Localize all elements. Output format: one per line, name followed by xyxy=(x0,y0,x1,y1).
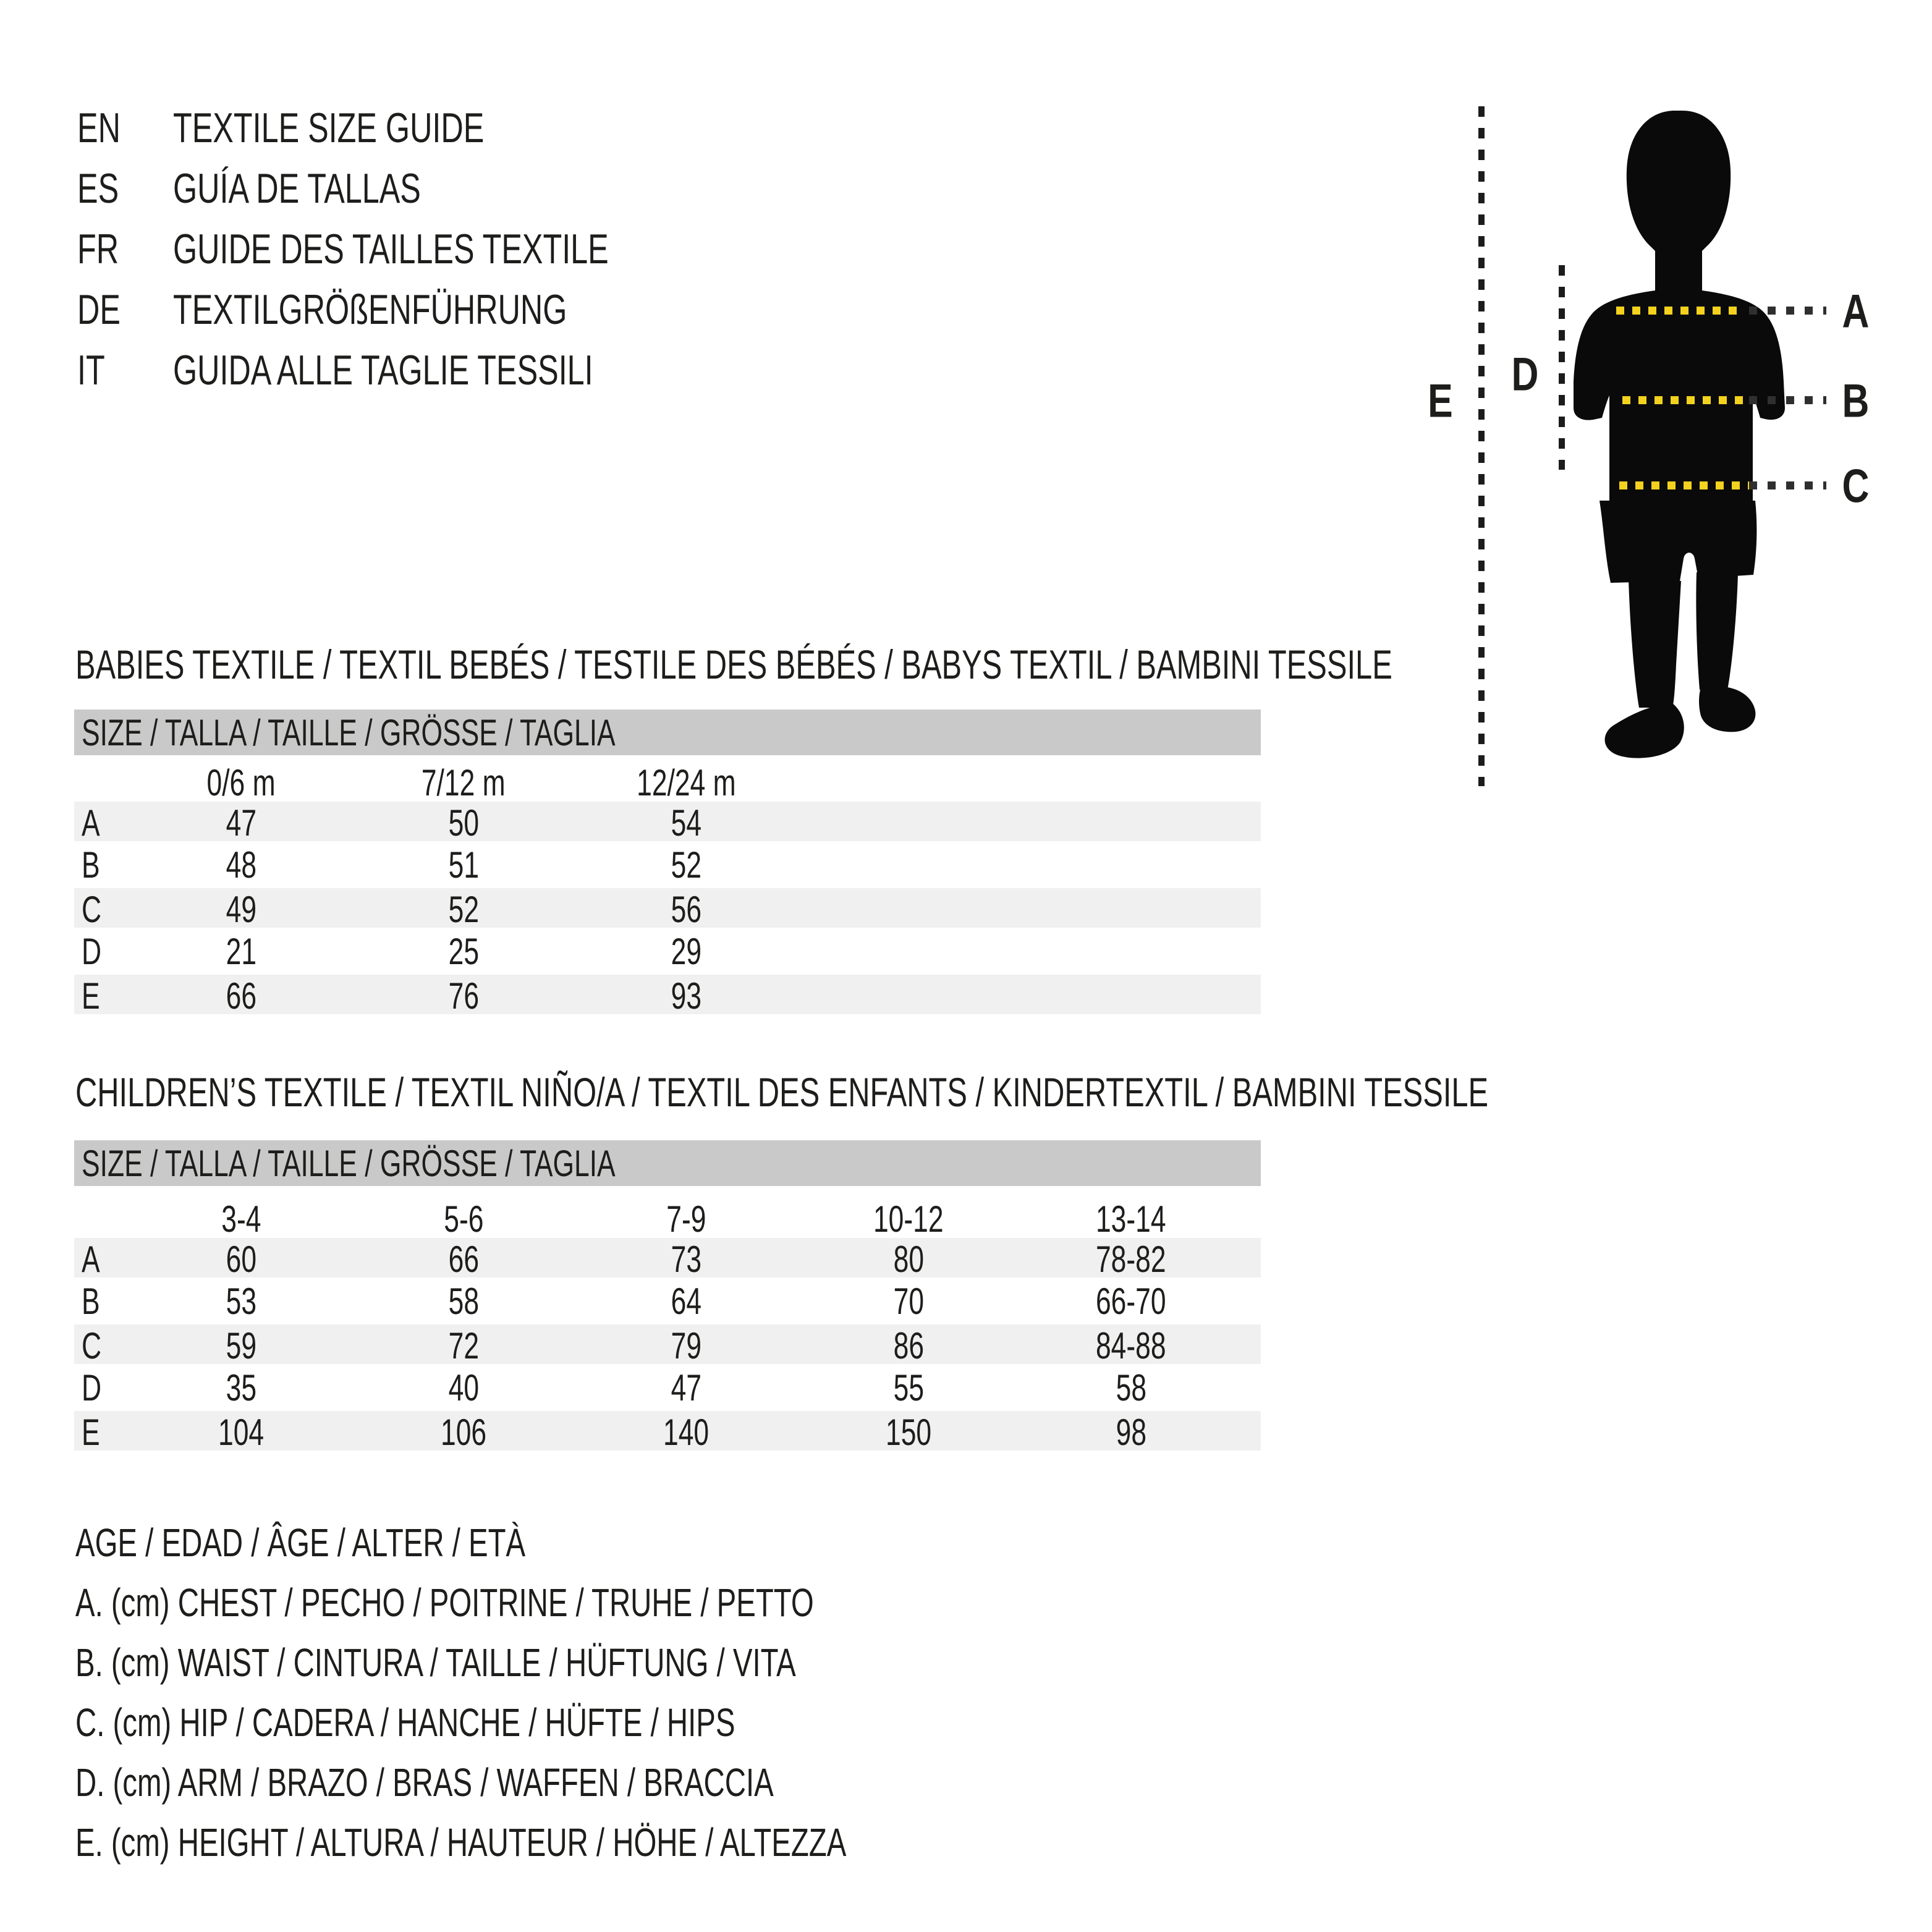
table-row xyxy=(74,1323,1261,1366)
size-cell: 150 xyxy=(885,1412,932,1453)
language-row xyxy=(77,219,943,279)
size-cell: 66-70 xyxy=(1096,1280,1166,1322)
size-cell: 48 xyxy=(226,844,256,886)
language-code: FR xyxy=(77,226,119,273)
babies-section-heading: BABIES TEXTILE / TEXTIL BEBÉS / TESTILE DES BÉBÉS / BABYS TEXTIL / BAMBINI TESSILE xyxy=(75,642,1392,687)
language-row xyxy=(77,98,943,158)
size-cell: 64 xyxy=(671,1280,701,1322)
size-cell: 66 xyxy=(226,975,256,1017)
size-cell: 93 xyxy=(671,975,701,1017)
babies-size-header-bar: SIZE / TALLA / TAILLE / GRÖSSE / TAGLIA xyxy=(74,710,1261,755)
column-header: 13-14 xyxy=(1096,1198,1166,1240)
table-row xyxy=(74,843,1261,886)
row-label: B xyxy=(82,1280,100,1322)
language-title: GUIDE DES TAILLES TEXTILE xyxy=(173,226,609,273)
figure-label-d: D xyxy=(1511,348,1539,401)
row-label: B xyxy=(82,844,100,886)
row-label: D xyxy=(82,1366,102,1409)
table-header-row xyxy=(74,1198,1261,1240)
legend-age-line: AGE / EDAD / ÂGE / ALTER / ETÀ xyxy=(75,1520,526,1565)
table-row xyxy=(74,973,1261,1016)
table-row xyxy=(74,1279,1261,1323)
column-header: 7-9 xyxy=(666,1198,706,1240)
language-row xyxy=(77,158,943,219)
legend-waist-line: B. (cm) WAIST / CINTURA / TAILLE / HÜFTUNG / VITA xyxy=(75,1640,796,1685)
hip-measure-line-tail xyxy=(1749,481,1826,489)
size-cell: 55 xyxy=(893,1366,924,1409)
size-cell: 56 xyxy=(671,889,701,930)
figure-label-b: B xyxy=(1842,375,1870,428)
size-cell: 52 xyxy=(448,889,479,930)
table-row xyxy=(74,1366,1261,1409)
table-header-row xyxy=(74,761,1261,803)
children-size-header-bar: SIZE / TALLA / TAILLE / GRÖSSE / TAGLIA xyxy=(74,1140,1261,1186)
size-cell: 76 xyxy=(448,975,479,1017)
size-cell: 73 xyxy=(671,1239,701,1280)
children-size-table xyxy=(74,1198,1261,1452)
size-cell: 106 xyxy=(440,1412,487,1453)
size-cell: 49 xyxy=(226,889,256,930)
table-row xyxy=(74,886,1261,930)
column-header: 3-4 xyxy=(221,1198,261,1240)
size-cell: 140 xyxy=(663,1412,710,1453)
size-cell: 29 xyxy=(671,930,701,972)
size-cell: 53 xyxy=(226,1280,256,1322)
language-list xyxy=(77,98,943,400)
figure-label-e: E xyxy=(1428,375,1453,428)
waist-measure-line-tail xyxy=(1749,396,1826,404)
size-cell: 35 xyxy=(226,1366,256,1409)
language-title: GUÍA DE TALLAS xyxy=(173,165,421,212)
column-header: 7/12 m xyxy=(422,762,506,803)
column-header: 0/6 m xyxy=(206,762,276,803)
figure-label-a: A xyxy=(1842,285,1870,338)
size-cell: 78-82 xyxy=(1096,1239,1166,1280)
column-header: 12/24 m xyxy=(636,762,736,803)
language-code: IT xyxy=(77,347,105,394)
column-header: 5-6 xyxy=(443,1198,484,1240)
table-row xyxy=(74,1236,1261,1279)
language-code: DE xyxy=(77,286,121,333)
size-cell: 104 xyxy=(218,1412,265,1453)
language-row xyxy=(77,279,943,340)
figure-label-c: C xyxy=(1842,460,1870,513)
row-label: D xyxy=(82,930,102,972)
size-cell: 98 xyxy=(1116,1412,1146,1453)
size-cell: 70 xyxy=(893,1280,924,1322)
legend-height-line: E. (cm) HEIGHT / ALTURA / HAUTEUR / HÖHE / ALTEZZA xyxy=(75,1820,847,1865)
legend-arm-line: D. (cm) ARM / BRAZO / BRAS / WAFFEN / BRACCIA xyxy=(75,1760,774,1805)
table-row xyxy=(74,930,1261,973)
size-cell: 84-88 xyxy=(1096,1325,1166,1366)
language-title: TEXTILE SIZE GUIDE xyxy=(173,104,485,151)
children-section-heading: CHILDREN’S TEXTILE / TEXTIL NIÑO/A / TEXTIL DES ENFANTS / KINDERTEXTIL / BAMBINI TESSILE xyxy=(75,1069,1489,1115)
language-row xyxy=(77,340,943,400)
legend-hip-line: C. (cm) HIP / CADERA / HANCHE / HÜFTE / HIPS xyxy=(75,1700,735,1745)
row-label: C xyxy=(82,889,102,930)
chest-measure-line-tail xyxy=(1749,307,1826,315)
language-title: GUIDA ALLE TAGLIE TESSILI xyxy=(173,347,593,394)
language-code: ES xyxy=(77,165,119,212)
row-label: A xyxy=(82,802,100,844)
measurement-legend xyxy=(75,1513,1117,1873)
size-cell: 66 xyxy=(448,1239,479,1280)
size-cell: 51 xyxy=(448,844,479,886)
babies-size-table xyxy=(74,761,1261,1016)
size-cell: 47 xyxy=(671,1366,701,1409)
size-cell: 79 xyxy=(671,1325,701,1366)
size-cell: 58 xyxy=(448,1280,479,1322)
size-cell: 25 xyxy=(448,930,479,972)
size-cell: 52 xyxy=(671,844,701,886)
table-row xyxy=(74,1409,1261,1452)
column-header: 10-12 xyxy=(873,1198,944,1240)
table-row xyxy=(74,800,1261,843)
waist-measure-line xyxy=(1622,396,1743,404)
language-code: EN xyxy=(77,104,121,151)
row-label: E xyxy=(82,1412,100,1453)
size-cell: 40 xyxy=(448,1366,479,1409)
row-label: E xyxy=(82,975,100,1017)
size-cell: 80 xyxy=(893,1239,924,1280)
chest-measure-line xyxy=(1616,307,1743,315)
size-cell: 21 xyxy=(226,930,256,972)
size-cell: 59 xyxy=(226,1325,256,1366)
size-cell: 54 xyxy=(671,802,701,844)
row-label: A xyxy=(82,1239,100,1280)
size-cell: 47 xyxy=(226,802,256,844)
row-label: C xyxy=(82,1325,102,1366)
size-cell: 60 xyxy=(226,1239,256,1280)
language-title: TEXTILGRÖßENFÜHRUNG xyxy=(173,286,567,333)
size-cell: 86 xyxy=(893,1325,924,1366)
arm-measure-line xyxy=(1559,265,1565,470)
size-cell: 50 xyxy=(448,802,479,844)
hip-measure-line xyxy=(1619,481,1749,489)
legend-chest-line: A. (cm) CHEST / PECHO / POITRINE / TRUHE / PETTO xyxy=(75,1580,814,1625)
size-cell: 58 xyxy=(1116,1366,1146,1409)
size-cell: 72 xyxy=(448,1325,479,1366)
